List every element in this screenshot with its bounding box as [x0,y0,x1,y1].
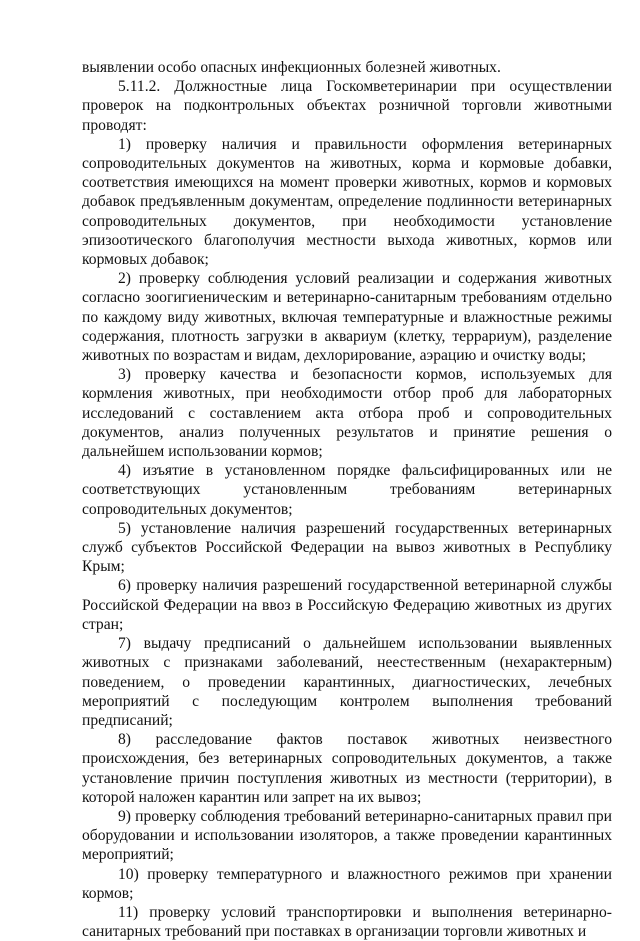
paragraph: 3) проверку качества и безопасности кормов, используемых для кормления животных, при необходимости отбор проб для лабораторных исследований с составлением акта отбора проб и сопроводительных документов, анализ полученных результатов и принятие решения о дальнейшем использовании кормов; [82,366,612,461]
paragraph: 4) изъятие в установленном порядке фальсифицированных или не соответствующих установленным требованиям ветеринарных сопроводительных документов; [82,462,612,518]
paragraph: 8) расследование фактов поставок животных неизвестного происхождения, без ветеринарных сопроводительных документов, а также установление причин поступления животных из местности (территории), в которой наложен карантин или запрет на их вывоз; [82,731,612,806]
paragraph: 7) выдачу предписаний о дальнейшем использовании выявленных животных с признаками заболеваний, неестественным (нехарактерным) поведением, о проведении карантинных, диагностических, лечебных мероприятий с последующим контролем выполнения требований предписаний; [82,635,612,729]
paragraph: 5.11.2. Должностные лица Госкомветеринарии при осуществлении проверок на подконтрольных объектах розничной торговли животными проводят: [82,78,612,134]
paragraph: 5) установление наличия разрешений государственных ветеринарных служб субъектов Российской Федерации на вывоз животных в Республику Крым; [82,519,612,576]
paragraph: выявлении особо опасных инфекционных болезней животных. [82,59,501,76]
paragraph: 2) проверку соблюдения условий реализации и содержания животных согласно зоогигиеническим и ветеринарно-санитарным требованиям отдельно по каждому виду животных, включая температурные и влажностные режимы содержания, плотность загрузки в аквариум (клетку, террариум), разделение животных по возрастам и видам, дехлорирование, аэрацию и очистку воды; [82,270,612,365]
paragraph: 9) проверку соблюдения требований ветеринарно-санитарных правил при оборудовании и использовании изоляторов, а также проведении карантинных мероприятий; [82,807,612,864]
paragraph: 10) проверку температурного и влажностного режимов при хранении кормов; [82,865,612,902]
paragraph: 11) проверку условий транспортировки и выполнения ветеринарно-санитарных требований при поставках в организации торговли животных и [82,903,612,941]
document-body [82,58,612,941]
paragraph: 1) проверку наличия и правильности оформления ветеринарных сопроводительных документов на животных, корма и кормовые добавки, соответствия имеющихся на момент проверки животных, кормов и кормовых добавок предъявленным документам, определение подлинности ветеринарных сопроводительных документов, при необходимости установление эпизоотического благополучия местности выхода животных, кормов или кормовых добавок; [82,135,612,269]
paragraph: 6) проверку наличия разрешений государственной ветеринарной службы Российской Федерации на ввоз в Российскую Федерацию животных из других стран; [82,577,612,633]
